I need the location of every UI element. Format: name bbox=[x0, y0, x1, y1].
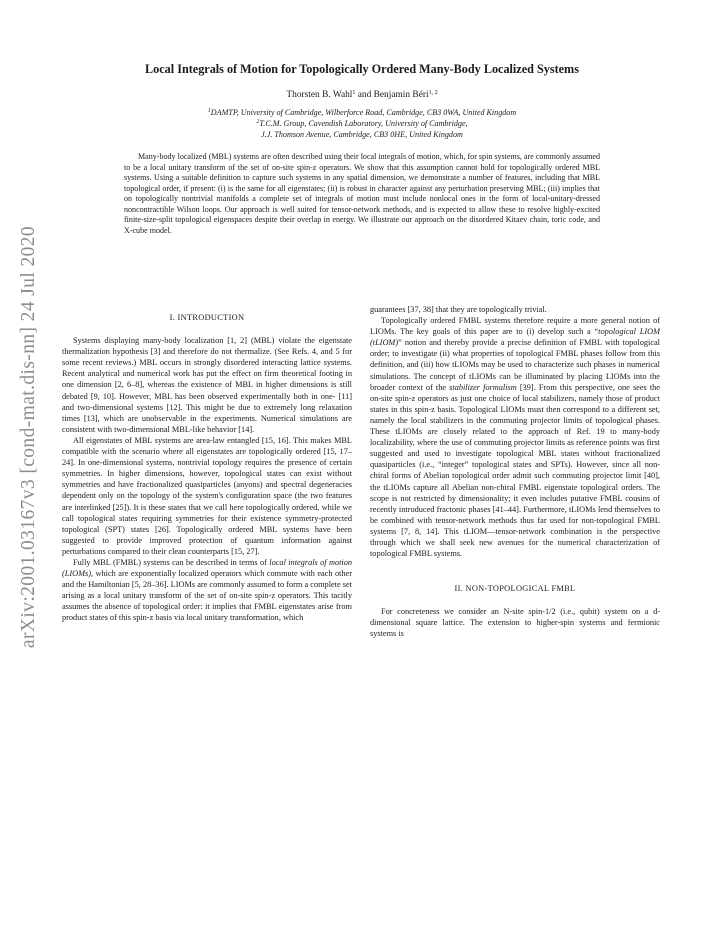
affiliation-mark: 1 bbox=[207, 108, 211, 114]
paragraph: Systems displaying many-body localization [1, 2] (MBL) violate the eigenstate thermalization hypothesis [3] and therefore do not thermalize. (See Refs. 4, and 5 for some recent reviews.) MBL occurs in strongly disordered interacting lattice systems. Recent analytical and numerical work has put the effect on firm theoretical footing in one dimension [2, 6–8], whereas the existence of MBL in higher dimensions is still debated [9, 10]. However, MBL has been observed experimentally both in one- [11] and two-dimensional systems [12]. This might be due to extremely long relaxation times [13], which are unobservable in the experiments. Numerical simulations are consistent with two-dimensional MBL-like behavior [14]. bbox=[62, 336, 352, 434]
author-affil-mark: 1 bbox=[352, 90, 356, 96]
paragraph-text: Topologically ordered FMBL systems therefore require a more general notion of LIOMs. The key goals of this paper are to (i) develop such a “ bbox=[370, 316, 660, 337]
affiliation-2 bbox=[60, 119, 664, 129]
affiliation-2-address: J.J. Thomson Avenue, Cambridge, CB3 0HE, United Kingdom bbox=[261, 130, 463, 139]
left-column bbox=[62, 312, 352, 624]
paragraph-text: which are exponentially localized operators which commute with each other and the Hamiltonian [5, 28–36]. LIOMs are commonly assumed to form a complete set arising as a local unitary transform of the set of on-site spin-z operators. This tacitly assumes the absence of topological order: it implies that FMBL eigenstates arise from product states of this spin-z basis via local unitary transformation, which bbox=[62, 569, 352, 623]
paragraph-text: [39]. From this perspective, one sees the on-site spin-z operators as just one choice of local stabilizers, namely those of product states in this spin-z basis. Topological LIOMs must then correspond to a different set, namely the local stabilizers in the commuting projector limits of topological phases. These tLIOMs are closely related to the approach of Ref. 19 to many-body localizability, where the use of commuting projector limits as reference points was first suggested and used to investigate topological MBL states without fractionalized quasiparticles (i.e., “integer” topological states and SPTs). However, since all non-chiral forms of Abelian topological order admit such commuting projector limit [40], the tLIOMs capture all Abelian non-chiral FMBL eigenstate topological orders. The scope is not restricted by dimensionality; it even includes putative FMBL cousins of recently introduced fractonic phases [41–44]. Furthermore, tLIOMs lend themselves to be combined with tensor-network methods thus far used for non-topological FMBL systems [7, 8, 14]. This tLIOM—tensor-network combination is the perspective through which we shall seek new avenues for the numerical characterization of topological FMBL systems. bbox=[370, 382, 660, 559]
affiliation-mark: 2 bbox=[256, 119, 260, 125]
emphasis-text: stabilizer formalism bbox=[449, 382, 517, 392]
arxiv-id-text: arXiv:2001.03167v3 [cond-mat.dis-nn] 24 Jul 2020 bbox=[18, 225, 39, 649]
paragraph: All eigenstates of MBL systems are area-law entangled [15, 16]. This makes MBL compatible with the scenario where all eigenstates are topologically ordered [15, 17–24]. In one-dimensional systems, nontrivial topology requires the presence of certain symmetries. In higher dimensions, however, topological states can exist without symmetries and have fractionalized quasiparticles (anyons) and spectral degeneracies dependent only on the topology of the system's configuration space (the two features are interlinked [25]). It is these states that we call here topologically ordered, while we call topological states requiring symmetries for their existence symmetry-protected topological (SPT) states [26]. Topologically ordered MBL systems have been suggested to provide improved protection of quantum information against perturbations compared to their clean counterparts [15, 27]. bbox=[62, 435, 352, 556]
section-heading-introduction: I. INTRODUCTION bbox=[169, 313, 245, 322]
paragraph-continuation: guarantees [37, 38] that they are topologically trivial. bbox=[370, 305, 547, 314]
author-affil-mark: 1, 2 bbox=[428, 90, 438, 96]
emphasis-text: topological LIOM (tLIOM) bbox=[370, 327, 660, 348]
paragraph bbox=[62, 557, 352, 624]
paragraph-text: Fully MBL (FMBL) systems can be described in terms of bbox=[73, 557, 270, 567]
paragraph: For concreteness we consider an N-site spin-1/2 (i.e., qubit) system on a d-dimensional square lattice. The extension to higher-spin systems and fermionic systems is bbox=[370, 607, 660, 639]
paper-title: Local Integrals of Motion for Topologically Ordered Many-Body Localized Systems bbox=[145, 62, 579, 76]
affiliation-text: T.C.M. Group, Cavendish Laboratory, University of Cambridge, bbox=[259, 119, 468, 128]
author-name: Benjamin Béri bbox=[373, 90, 429, 100]
paragraph-text: ” notion and thereby provide a precise definition of FMBL with topological order; to investigate (ii) what properties of topological FMBL phases follow from this definition, and (iii) how tLIOMs may be used to characterize such phases in numerical simulations. The concept of tLIOMs can be illuminated by placing LIOMs into the broader context of the bbox=[370, 338, 660, 392]
affiliation-text: DAMTP, University of Cambridge, Wilberforce Road, Cambridge, CB3 0WA, United Kingdom bbox=[210, 108, 517, 117]
author-name: Thorsten B. Wahl bbox=[286, 90, 353, 100]
emphasis-text: local integrals of motion (LIOMs), bbox=[62, 557, 352, 579]
abstract: Many-body localized (MBL) systems are often described using their local integrals of motion, which, for spin systems, are commonly assumed to be a local unitary transform of the set of on-site spin-z operators. We show that this assumption cannot hold for topologically ordered MBL systems. Using a suitable definition to capture such systems in any spatial dimension, we demonstrate a number of features, including that MBL topological order, if present: (i) is the same for all eigenstates; (ii) is robust in character against any perturbation preserving MBL; (iii) implies that on topologically nontrivial manifolds a complete set of integrals of motion must include nonlocal ones in the form of local-unitary-dressed noncontractible Wilson loops. Our approach is well suited for tensor-network methods, and is expected to allow these to resolve highly-excited finite-size-split topological eigenspaces despite their overlap in energy. We illustrate our approach on the disordered Kitaev chain, toric code, and X-cube model. bbox=[124, 152, 600, 235]
author-line bbox=[60, 90, 664, 100]
affiliation-1 bbox=[60, 108, 664, 118]
right-column bbox=[370, 304, 660, 640]
author-conjunction: and bbox=[355, 90, 374, 100]
paragraph bbox=[370, 315, 660, 559]
arxiv-identifier-stamp bbox=[8, 182, 50, 692]
section-heading-non-topological-fmbl: II. NON-TOPOLOGICAL FMBL bbox=[454, 584, 576, 594]
